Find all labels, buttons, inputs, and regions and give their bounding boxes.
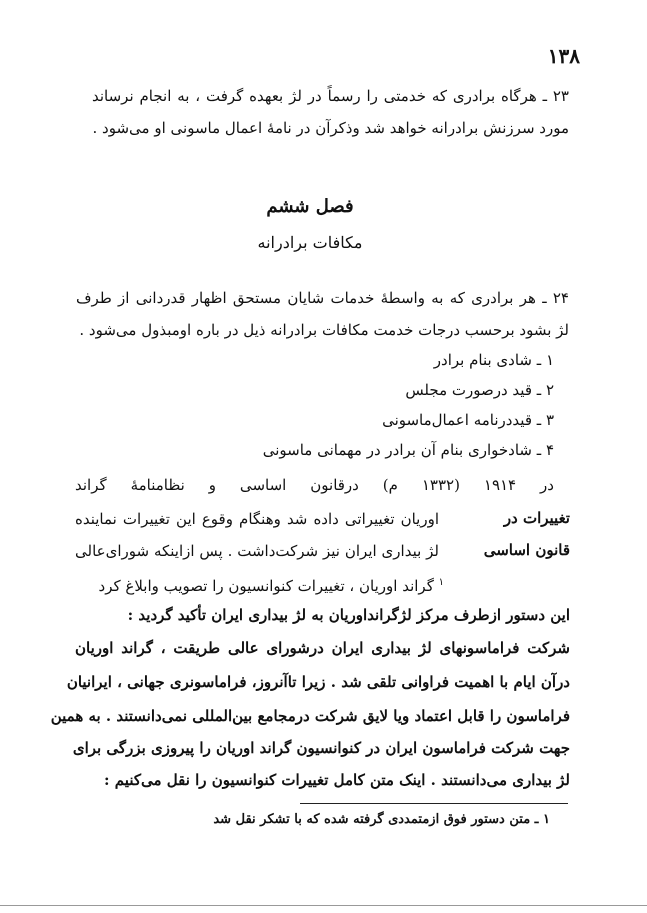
directive-line-3: درآن ایام با اهمیت فراوانی تلقی شد . زیرا تاآنروز، فراماسونری جهانی ، ایرانیان — [66, 673, 570, 691]
directive-line-5: جهت شرکت فراماسون ایران در کنوانسیون گراند اوریان را پیروزی بزرگی برای — [72, 739, 570, 757]
footnote-text: ۱ ـ متن دستور فوق ازمتمددی گرفته شده که با تشکر نقل شد — [213, 812, 550, 827]
directive-line-4: فراماسون را قابل اعتماد ویا لایق شرکت درمجامع بین‌المللی نمی‌دانستند . به همین — [50, 707, 570, 725]
page-number: ۱۳۸ — [547, 44, 580, 68]
footnote-marker: ۱ — [438, 577, 444, 588]
chapter-title: فصل ششم — [266, 196, 354, 217]
changes-line-1: در ۱۹۱۴ (۱۳۳۲ م) درقانون اساسی و نظامنامهٔ گراند — [75, 476, 554, 494]
directive-line-6: لژ بیداری می‌دانستند . اینک متن کامل تغییرات کنوانسیون را نقل می‌کنیم : — [104, 771, 570, 789]
changes-line-4-text: گراند اوریان ، تغییرات کنوانسیون را تصویب وابلاغ کرد — [98, 577, 434, 595]
reward-list-item-4: ۴ ـ شادخواری بنام آن برادر در مهمانی ماسونی — [262, 441, 554, 459]
article-24-line-1: ۲۴ ـ هر برادری که به واسطهٔ خدمات شایان مستحق اظهار قدردانی از طرف — [76, 289, 569, 307]
page-bottom-edge — [0, 905, 647, 906]
article-23-line-1: ۲۳ ـ هرگاه برادری که خدمتی را رسماً در لژ بعهده گرفت ، به انجام نرساند — [92, 87, 569, 105]
side-heading-line-1: تغییرات در — [503, 509, 570, 527]
directive-line-2: شرکت فراماسونهای لژ بیداری ایران درشورای عالی طریقت ، گراند اوریان — [75, 639, 570, 657]
footnote-divider — [300, 803, 568, 804]
article-24-line-2: لژ بشود برحسب درجات خدمت مکافات برادرانه ذیل در باره اومبذول می‌شود . — [79, 321, 569, 339]
changes-line-2: اوریان تغییراتی داده شد وهنگام وقوع این تغییرات نماینده — [75, 510, 439, 528]
reward-list-item-3: ۳ ـ قیددرنامه اعمال‌ماسونی — [382, 411, 554, 429]
changes-line-3: لژ بیداری ایران نیز شرکت‌داشت . پس ازاینکه شورای‌عالی — [75, 542, 439, 560]
section-subtitle: مکافات برادرانه — [257, 233, 363, 252]
reward-list-item-1: ۱ ـ شادی بنام برادر — [433, 351, 554, 369]
directive-line-1: این دستور ازطرف مرکز لژگرانداوریان به لژ بیداری ایران تأکید گردید : — [127, 606, 570, 624]
reward-list-item-2: ۲ ـ قید درصورت مجلس — [405, 381, 554, 399]
changes-line-4 — [80, 573, 444, 596]
side-heading-line-2: قانون اساسی — [483, 541, 570, 559]
article-23-line-2: مورد سرزنش برادرانه خواهد شد وذکرآن در نامهٔ اعمال ماسونی او می‌شود . — [92, 119, 569, 137]
